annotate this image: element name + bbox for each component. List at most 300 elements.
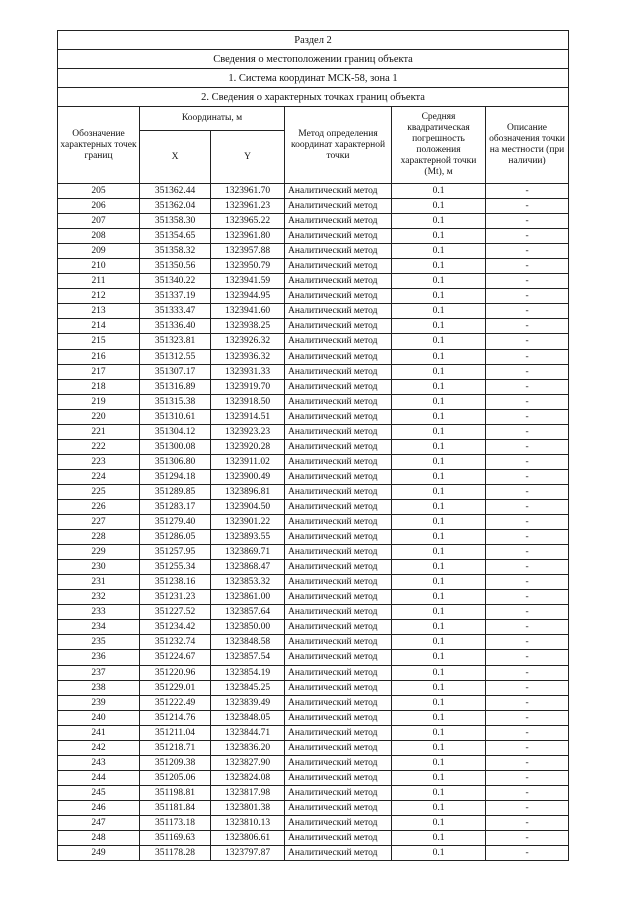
x-coordinate-cell: 351350.56 [140,259,211,274]
point-number-cell: 226 [58,499,140,514]
table-row [58,590,569,605]
table-row [58,650,569,665]
method-cell: Аналитический метод [285,364,392,379]
y-coordinate-cell: 1323919.70 [211,379,285,394]
section-title: Раздел 2 [58,31,569,50]
accuracy-cell: 0.1 [392,635,486,650]
point-number-cell: 221 [58,424,140,439]
point-number-cell: 225 [58,484,140,499]
table-row [58,424,569,439]
point-number-cell: 218 [58,379,140,394]
x-coordinate-cell: 351173.18 [140,815,211,830]
description-cell: - [486,590,569,605]
accuracy-cell: 0.1 [392,424,486,439]
table-row [58,259,569,274]
point-number-cell: 205 [58,184,140,199]
description-cell: - [486,665,569,680]
point-number-cell: 249 [58,846,140,861]
method-cell: Аналитический метод [285,846,392,861]
point-number-cell: 235 [58,635,140,650]
x-coordinate-cell: 351304.12 [140,424,211,439]
accuracy-cell: 0.1 [392,620,486,635]
y-coordinate-cell: 1323936.32 [211,349,285,364]
table-row [58,304,569,319]
description-cell: - [486,815,569,830]
method-cell: Аналитический метод [285,484,392,499]
accuracy-cell: 0.1 [392,334,486,349]
y-coordinate-cell: 1323961.80 [211,229,285,244]
y-coordinate-cell: 1323857.54 [211,650,285,665]
header-method: Метод определения координат характерной точки [285,107,392,184]
y-coordinate-cell: 1323944.95 [211,289,285,304]
table-row [58,695,569,710]
accuracy-cell: 0.1 [392,274,486,289]
x-coordinate-cell: 351227.52 [140,605,211,620]
accuracy-cell: 0.1 [392,530,486,545]
description-cell: - [486,244,569,259]
x-coordinate-cell: 351312.55 [140,349,211,364]
accuracy-cell: 0.1 [392,454,486,469]
point-number-cell: 223 [58,454,140,469]
point-number-cell: 242 [58,740,140,755]
x-coordinate-cell: 351198.81 [140,785,211,800]
description-cell: - [486,259,569,274]
point-number-cell: 246 [58,800,140,815]
table-row [58,364,569,379]
x-coordinate-cell: 351337.19 [140,289,211,304]
x-coordinate-cell: 351362.44 [140,184,211,199]
x-coordinate-cell: 351340.22 [140,274,211,289]
description-cell: - [486,289,569,304]
y-coordinate-cell: 1323824.08 [211,770,285,785]
description-cell: - [486,800,569,815]
description-cell: - [486,349,569,364]
y-coordinate-cell: 1323926.32 [211,334,285,349]
table-row [58,379,569,394]
x-coordinate-cell: 351289.85 [140,484,211,499]
header-y: Y [211,131,285,184]
description-cell: - [486,304,569,319]
y-coordinate-cell: 1323957.88 [211,244,285,259]
accuracy-cell: 0.1 [392,259,486,274]
y-coordinate-cell: 1323868.47 [211,560,285,575]
table-row [58,409,569,424]
x-coordinate-cell: 351354.65 [140,229,211,244]
y-coordinate-cell: 1323801.38 [211,800,285,815]
header-description: Описание обозначения точки на местности (при наличии) [486,107,569,184]
point-number-cell: 239 [58,695,140,710]
accuracy-cell: 0.1 [392,725,486,740]
method-cell: Аналитический метод [285,199,392,214]
table-row [58,274,569,289]
accuracy-cell: 0.1 [392,846,486,861]
description-cell: - [486,424,569,439]
accuracy-cell: 0.1 [392,605,486,620]
table-row [58,710,569,725]
description-cell: - [486,545,569,560]
accuracy-cell: 0.1 [392,484,486,499]
accuracy-cell: 0.1 [392,499,486,514]
description-cell: - [486,184,569,199]
point-number-cell: 207 [58,214,140,229]
method-cell: Аналитический метод [285,545,392,560]
point-number-cell: 232 [58,590,140,605]
description-cell: - [486,770,569,785]
table-row [58,499,569,514]
header-point-designation: Обозначение характерных точек границ [58,107,140,184]
method-cell: Аналитический метод [285,665,392,680]
point-number-cell: 228 [58,530,140,545]
y-coordinate-cell: 1323853.32 [211,575,285,590]
y-coordinate-cell: 1323901.22 [211,515,285,530]
y-coordinate-cell: 1323893.55 [211,530,285,545]
point-number-cell: 230 [58,560,140,575]
x-coordinate-cell: 351358.32 [140,244,211,259]
accuracy-cell: 0.1 [392,831,486,846]
table-row [58,454,569,469]
description-cell: - [486,605,569,620]
point-number-cell: 224 [58,469,140,484]
points-title: 2. Сведения о характерных точках границ объекта [58,88,569,107]
method-cell: Аналитический метод [285,815,392,830]
description-cell: - [486,560,569,575]
point-number-cell: 236 [58,650,140,665]
method-cell: Аналитический метод [285,755,392,770]
y-coordinate-cell: 1323845.25 [211,680,285,695]
accuracy-cell: 0.1 [392,710,486,725]
x-coordinate-cell: 351358.30 [140,214,211,229]
method-cell: Аналитический метод [285,680,392,695]
method-cell: Аналитический метод [285,454,392,469]
accuracy-cell: 0.1 [392,244,486,259]
point-number-cell: 212 [58,289,140,304]
point-number-cell: 216 [58,349,140,364]
table-row [58,229,569,244]
y-coordinate-cell: 1323850.00 [211,620,285,635]
x-coordinate-cell: 351255.34 [140,560,211,575]
point-number-cell: 214 [58,319,140,334]
accuracy-cell: 0.1 [392,680,486,695]
y-coordinate-cell: 1323869.71 [211,545,285,560]
point-number-cell: 243 [58,755,140,770]
header-coordinates: Координаты, м [140,107,285,131]
description-cell: - [486,650,569,665]
header-x: X [140,131,211,184]
point-number-cell: 217 [58,364,140,379]
table-row [58,530,569,545]
point-number-cell: 209 [58,244,140,259]
description-cell: - [486,575,569,590]
accuracy-cell: 0.1 [392,800,486,815]
accuracy-cell: 0.1 [392,289,486,304]
coordinate-system-title: 1. Система координат МСК-58, зона 1 [58,69,569,88]
description-cell: - [486,229,569,244]
method-cell: Аналитический метод [285,259,392,274]
description-cell: - [486,409,569,424]
x-coordinate-cell: 351209.38 [140,755,211,770]
table-row [58,785,569,800]
point-number-cell: 237 [58,665,140,680]
table-row [58,469,569,484]
table-row [58,575,569,590]
y-coordinate-cell: 1323911.02 [211,454,285,469]
accuracy-cell: 0.1 [392,545,486,560]
description-cell: - [486,755,569,770]
description-cell: - [486,469,569,484]
method-cell: Аналитический метод [285,214,392,229]
method-cell: Аналитический метод [285,725,392,740]
point-number-cell: 245 [58,785,140,800]
document-page [57,30,569,861]
method-cell: Аналитический метод [285,770,392,785]
method-cell: Аналитический метод [285,499,392,514]
point-number-cell: 241 [58,725,140,740]
x-coordinate-cell: 351286.05 [140,530,211,545]
table-row [58,800,569,815]
header-accuracy: Средняя квадратическая погрешность положения характерной точки (Mt), м [392,107,486,184]
accuracy-cell: 0.1 [392,590,486,605]
description-cell: - [486,831,569,846]
accuracy-cell: 0.1 [392,650,486,665]
x-coordinate-cell: 351315.38 [140,394,211,409]
method-cell: Аналитический метод [285,469,392,484]
accuracy-cell: 0.1 [392,770,486,785]
x-coordinate-cell: 351178.28 [140,846,211,861]
table-row [58,605,569,620]
y-coordinate-cell: 1323941.60 [211,304,285,319]
y-coordinate-cell: 1323904.50 [211,499,285,514]
method-cell: Аналитический метод [285,831,392,846]
point-number-cell: 219 [58,394,140,409]
x-coordinate-cell: 351222.49 [140,695,211,710]
x-coordinate-cell: 351231.23 [140,590,211,605]
table-row [58,334,569,349]
table-row [58,755,569,770]
x-coordinate-cell: 351333.47 [140,304,211,319]
table-row [58,199,569,214]
method-cell: Аналитический метод [285,605,392,620]
point-number-cell: 210 [58,259,140,274]
description-cell: - [486,620,569,635]
y-coordinate-cell: 1323961.70 [211,184,285,199]
accuracy-cell: 0.1 [392,815,486,830]
description-cell: - [486,680,569,695]
accuracy-cell: 0.1 [392,394,486,409]
y-coordinate-cell: 1323938.25 [211,319,285,334]
x-coordinate-cell: 351336.40 [140,319,211,334]
description-cell: - [486,530,569,545]
table-row [58,665,569,680]
method-cell: Аналитический метод [285,289,392,304]
point-number-cell: 231 [58,575,140,590]
accuracy-cell: 0.1 [392,665,486,680]
method-cell: Аналитический метод [285,394,392,409]
x-coordinate-cell: 351220.96 [140,665,211,680]
point-number-cell: 238 [58,680,140,695]
point-number-cell: 240 [58,710,140,725]
y-coordinate-cell: 1323918.50 [211,394,285,409]
description-cell: - [486,319,569,334]
method-cell: Аналитический метод [285,334,392,349]
method-cell: Аналитический метод [285,560,392,575]
method-cell: Аналитический метод [285,184,392,199]
x-coordinate-cell: 351181.84 [140,800,211,815]
point-number-cell: 213 [58,304,140,319]
table-row [58,349,569,364]
table-row [58,725,569,740]
x-coordinate-cell: 351307.17 [140,364,211,379]
accuracy-cell: 0.1 [392,229,486,244]
description-cell: - [486,199,569,214]
method-cell: Аналитический метод [285,379,392,394]
point-number-cell: 234 [58,620,140,635]
method-cell: Аналитический метод [285,439,392,454]
method-cell: Аналитический метод [285,695,392,710]
y-coordinate-cell: 1323950.79 [211,259,285,274]
method-cell: Аналитический метод [285,620,392,635]
description-cell: - [486,499,569,514]
table-row [58,214,569,229]
x-coordinate-cell: 351306.80 [140,454,211,469]
x-coordinate-cell: 351169.63 [140,831,211,846]
table-row [58,289,569,304]
table-row [58,815,569,830]
y-coordinate-cell: 1323848.05 [211,710,285,725]
method-cell: Аналитический метод [285,515,392,530]
table-row [58,184,569,199]
method-cell: Аналитический метод [285,710,392,725]
table-row [58,770,569,785]
x-coordinate-cell: 351205.06 [140,770,211,785]
accuracy-cell: 0.1 [392,409,486,424]
table-row [58,545,569,560]
table-row [58,831,569,846]
table-row [58,740,569,755]
method-cell: Аналитический метод [285,274,392,289]
method-cell: Аналитический метод [285,409,392,424]
y-coordinate-cell: 1323920.28 [211,439,285,454]
method-cell: Аналитический метод [285,244,392,259]
x-coordinate-cell: 351257.95 [140,545,211,560]
method-cell: Аналитический метод [285,740,392,755]
y-coordinate-cell: 1323941.59 [211,274,285,289]
y-coordinate-cell: 1323797.87 [211,846,285,861]
table-row [58,244,569,259]
table-row [58,439,569,454]
y-coordinate-cell: 1323817.98 [211,785,285,800]
description-cell: - [486,635,569,650]
accuracy-cell: 0.1 [392,469,486,484]
y-coordinate-cell: 1323844.71 [211,725,285,740]
accuracy-cell: 0.1 [392,379,486,394]
description-cell: - [486,334,569,349]
method-cell: Аналитический метод [285,424,392,439]
method-cell: Аналитический метод [285,785,392,800]
description-cell: - [486,710,569,725]
table-row [58,846,569,861]
y-coordinate-cell: 1323900.49 [211,469,285,484]
y-coordinate-cell: 1323931.33 [211,364,285,379]
y-coordinate-cell: 1323854.19 [211,665,285,680]
point-number-cell: 220 [58,409,140,424]
point-number-cell: 227 [58,515,140,530]
x-coordinate-cell: 351300.08 [140,439,211,454]
x-coordinate-cell: 351279.40 [140,515,211,530]
description-cell: - [486,274,569,289]
x-coordinate-cell: 351238.16 [140,575,211,590]
table-row [58,635,569,650]
y-coordinate-cell: 1323961.23 [211,199,285,214]
point-number-cell: 244 [58,770,140,785]
method-cell: Аналитический метод [285,575,392,590]
accuracy-cell: 0.1 [392,199,486,214]
accuracy-cell: 0.1 [392,439,486,454]
point-number-cell: 211 [58,274,140,289]
accuracy-cell: 0.1 [392,515,486,530]
point-number-cell: 215 [58,334,140,349]
table-row [58,484,569,499]
x-coordinate-cell: 351294.18 [140,469,211,484]
subsection-title: Сведения о местоположении границ объекта [58,50,569,69]
point-number-cell: 229 [58,545,140,560]
accuracy-cell: 0.1 [392,695,486,710]
y-coordinate-cell: 1323861.00 [211,590,285,605]
x-coordinate-cell: 351310.61 [140,409,211,424]
description-cell: - [486,740,569,755]
accuracy-cell: 0.1 [392,785,486,800]
table-row [58,560,569,575]
x-coordinate-cell: 351283.17 [140,499,211,514]
x-coordinate-cell: 351323.81 [140,334,211,349]
accuracy-cell: 0.1 [392,364,486,379]
table-row [58,515,569,530]
y-coordinate-cell: 1323914.51 [211,409,285,424]
accuracy-cell: 0.1 [392,740,486,755]
description-cell: - [486,725,569,740]
y-coordinate-cell: 1323848.58 [211,635,285,650]
method-cell: Аналитический метод [285,229,392,244]
description-cell: - [486,364,569,379]
x-coordinate-cell: 351362.04 [140,199,211,214]
x-coordinate-cell: 351214.76 [140,710,211,725]
description-cell: - [486,484,569,499]
method-cell: Аналитический метод [285,590,392,605]
boundary-points-table [57,30,569,861]
accuracy-cell: 0.1 [392,184,486,199]
table-body [58,184,569,861]
accuracy-cell: 0.1 [392,304,486,319]
x-coordinate-cell: 351229.01 [140,680,211,695]
method-cell: Аналитический метод [285,800,392,815]
x-coordinate-cell: 351316.89 [140,379,211,394]
point-number-cell: 233 [58,605,140,620]
point-number-cell: 247 [58,815,140,830]
table-row [58,394,569,409]
y-coordinate-cell: 1323836.20 [211,740,285,755]
description-cell: - [486,515,569,530]
accuracy-cell: 0.1 [392,575,486,590]
description-cell: - [486,454,569,469]
accuracy-cell: 0.1 [392,349,486,364]
accuracy-cell: 0.1 [392,560,486,575]
y-coordinate-cell: 1323839.49 [211,695,285,710]
x-coordinate-cell: 351234.42 [140,620,211,635]
y-coordinate-cell: 1323810.13 [211,815,285,830]
method-cell: Аналитический метод [285,349,392,364]
method-cell: Аналитический метод [285,650,392,665]
description-cell: - [486,846,569,861]
description-cell: - [486,394,569,409]
